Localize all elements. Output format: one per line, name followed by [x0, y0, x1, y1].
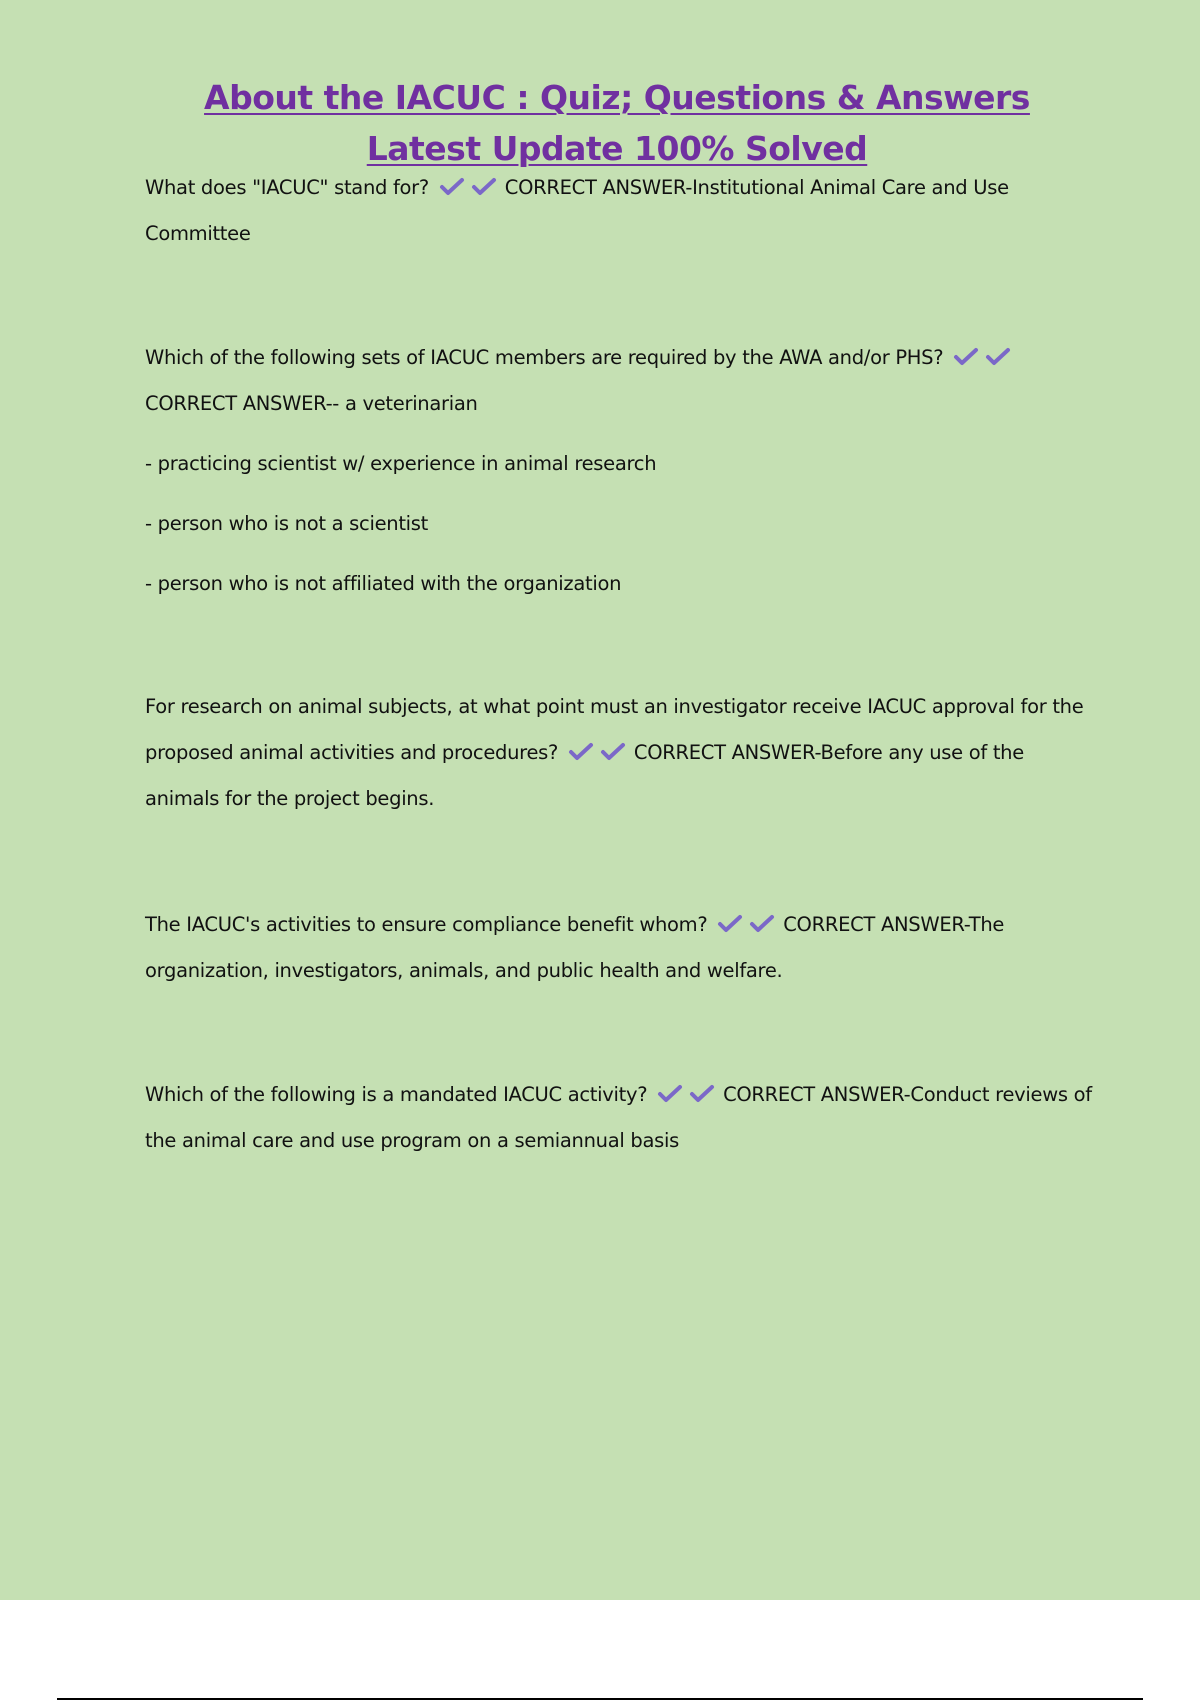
question-text: Which of the following is a mandated IACUC activity?	[145, 1083, 648, 1106]
check-icon	[568, 733, 596, 753]
list-item: - person who is not a scientist	[145, 512, 428, 535]
answer-text: CORRECT ANSWER-Before any use of the animals for the project begins.	[145, 741, 1024, 810]
check-icon	[471, 168, 499, 188]
check-icon	[439, 168, 467, 188]
check-icon	[600, 733, 628, 753]
check-icon	[985, 338, 1013, 358]
qa-item-1	[145, 165, 1095, 257]
document-title: About the IACUC : Quiz; Questions & Answers Latest Update 100% Solved	[204, 78, 1030, 168]
question-text: Which of the following sets of IACUC members are required by the AWA and/or PHS?	[145, 346, 944, 369]
check-icon	[689, 1075, 717, 1095]
qa-item-5	[145, 1072, 1095, 1164]
check-icon	[657, 1075, 685, 1095]
qa-item-2	[145, 335, 1095, 607]
list-item: - person who is not affiliated with the organization	[145, 572, 622, 595]
check-icon	[953, 338, 981, 358]
check-icon	[717, 905, 745, 925]
list-item: - practicing scientist w/ experience in animal research	[145, 452, 657, 475]
answer-text: CORRECT ANSWER-Institutional Animal Care and Use Committee	[145, 176, 1009, 245]
qa-item-4	[145, 902, 1095, 994]
answer-text: CORRECT ANSWER-- a veterinarian	[145, 392, 478, 415]
qa-item-3	[145, 684, 1095, 822]
answer-text: CORRECT ANSWER-Conduct reviews of the animal care and use program on a semiannual basis	[145, 1083, 1092, 1152]
question-text: The IACUC's activities to ensure compliance benefit whom?	[145, 913, 708, 936]
check-icon	[749, 905, 777, 925]
answer-text: CORRECT ANSWER-The organization, investigators, animals, and public health and welfare.	[145, 913, 1005, 982]
question-text: For research on animal subjects, at what point must an investigator receive IACUC approval for the proposed animal activities and procedures?	[145, 695, 1084, 764]
question-text: What does "IACUC" stand for?	[145, 176, 429, 199]
